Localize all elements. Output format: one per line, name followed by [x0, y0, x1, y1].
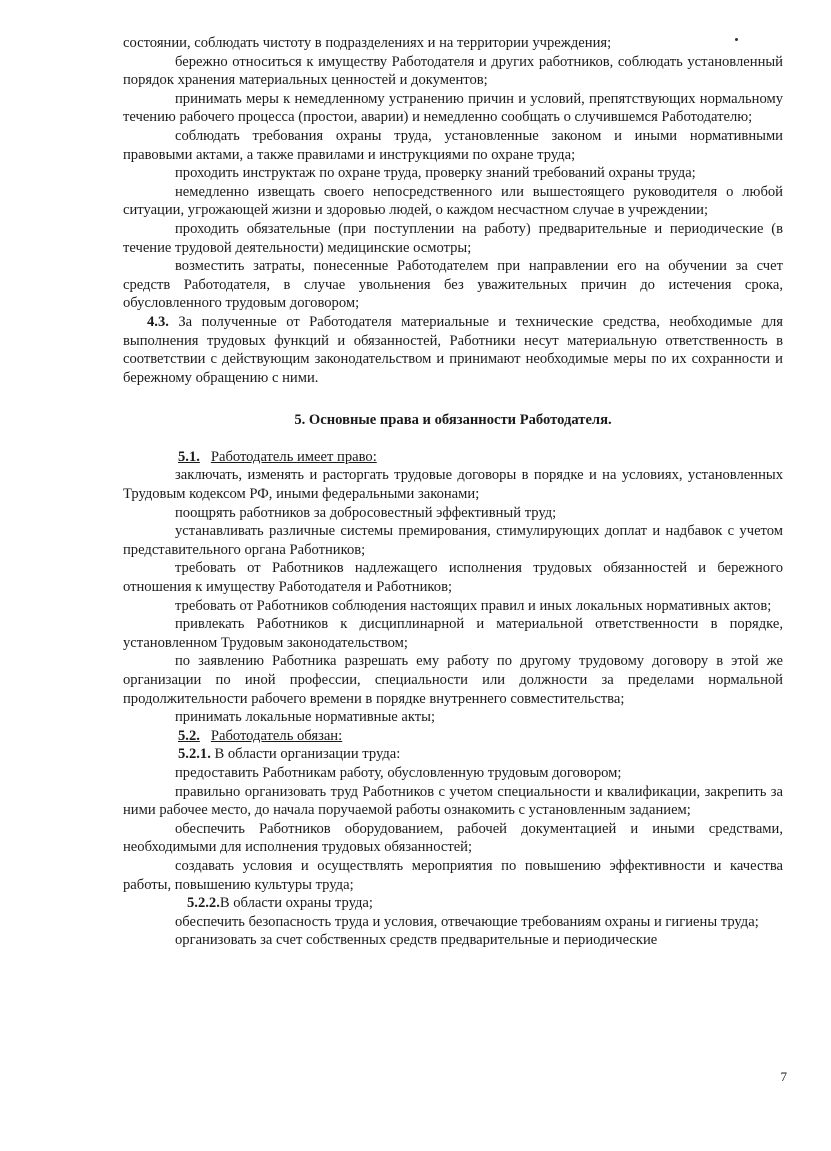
- paragraph: заключать, изменять и расторгать трудовые договоры в порядке и на условиях, установленных Трудовым кодексом РФ, иными федеральными законами;: [123, 467, 783, 503]
- paragraph: обеспечить безопасность труда и условия, отвечающие требованиям охраны и гигиены труда;: [175, 913, 759, 930]
- paragraph: привлекать Работников к дисциплинарной и материальной ответственности в порядке, установленном Трудовым законодательством;: [123, 616, 783, 651]
- paragraph: возместить затраты, понесенные Работодателем при направлении его на обучении за счет средств Работодателя, в случае увольнения без уважительных причин до истечения срока, обусловленного трудовым договором;: [123, 258, 783, 312]
- paragraph: состоянии, соблюдать чистоту в подразделениях и на территории учреждения;: [123, 35, 612, 51]
- paragraph: по заявлению Работника разрешать ему работу по другому трудовому договору в этой же организации по иной профессии, специальности или должности за пределами нормальной продолжительности рабочего времени в порядке внутреннего совместительства;: [123, 653, 783, 707]
- clause-4-3: [123, 313, 783, 387]
- paragraph: бережно относиться к имуществу Работодателя и других работников, соблюдать установленный порядок хранения материальных ценностей и документов;: [123, 53, 783, 89]
- clause-number: 4.3.: [147, 313, 169, 330]
- subsection-title: В области организации труда:: [214, 746, 401, 763]
- subsection-number: 5.2.1.: [178, 746, 211, 763]
- subsection-number: 5.2.2.: [187, 895, 220, 912]
- paragraph: проходить обязательные (при поступлении на работу) предварительные и периодические (в течение трудовой деятельности) медицинские осмотры;: [123, 220, 783, 256]
- clause-text: За полученные от Работодателя материальные и технические средства, необходимые для выполнения трудовых функций и обязанностей, Работники несут материальную ответственность в соответствии с действующим законодательством и принимают необходимые меры по их сохранности и бережному обращению с ними.: [123, 313, 784, 386]
- subsection-title: В области охраны труда;: [219, 895, 373, 912]
- scan-speck: [735, 38, 738, 41]
- paragraph: принимать меры к немедленному устранению причин и условий, препятствующих нормальному течению рабочего процесса (простои, аварии) и немедленно сообщать о случившемся Работодателю;: [123, 90, 783, 126]
- paragraph: предоставить Работникам работу, обусловленную трудовым договором;: [175, 764, 622, 781]
- subsection-5-1: [123, 448, 783, 467]
- paragraph: организовать за счет собственных средств предварительные и периодические: [175, 932, 658, 949]
- subsection-5-2-1: [123, 745, 783, 764]
- subsection-title: Работодатель имеет право:: [210, 448, 377, 465]
- paragraph: требовать от Работников соблюдения настоящих правил и иных локальных нормативных актов;: [175, 597, 772, 614]
- subsection-5-2-2: [123, 894, 783, 913]
- subsection-title: Работодатель обязан:: [210, 727, 343, 744]
- paragraph: устанавливать различные системы премирования, стимулирующих доплат и надбавок с учетом представительного органа Работников;: [123, 523, 783, 558]
- paragraph: немедленно извещать своего непосредственного или вышестоящего руководителя о любой ситуации, угрожающей жизни и здоровью людей, о каждом несчастном случае в учреждении;: [123, 183, 783, 219]
- paragraph: соблюдать требования охраны труда, установленные законом и иными нормативными правовыми актами, а также правилами и инструкциями по охране труда;: [123, 127, 783, 163]
- subsection-5-2: [123, 727, 783, 746]
- paragraph: правильно организовать труд Работников с учетом специальности и квалификации, закрепить за ними рабочее место, до начала поручаемой работы ознакомить с установленным заданием;: [123, 783, 783, 819]
- paragraph: требовать от Работников надлежащего исполнения трудовых обязанностей и бережного отношения к имуществу Работодателя и Работников;: [123, 560, 783, 596]
- paragraph: поощрять работников за добросовестный эффективный труд;: [175, 504, 557, 521]
- paragraph: принимать локальные нормативные акты;: [175, 709, 436, 726]
- paragraph: проходить инструктаж по охране труда, проверку знаний требований охраны труда;: [175, 165, 696, 182]
- subsection-number: 5.1.: [178, 448, 200, 465]
- subsection-number: 5.2.: [178, 727, 200, 744]
- paragraph: создавать условия и осуществлять мероприятия по повышению эффективности и качества работы, повышению культуры труда;: [123, 857, 783, 893]
- paragraph: обеспечить Работников оборудованием, рабочей документацией и иными средствами, необходимыми для исполнения трудовых обязанностей;: [123, 820, 783, 856]
- page-number: 7: [780, 1069, 787, 1084]
- section-heading: 5. Основные права и обязанности Работодателя.: [294, 412, 612, 429]
